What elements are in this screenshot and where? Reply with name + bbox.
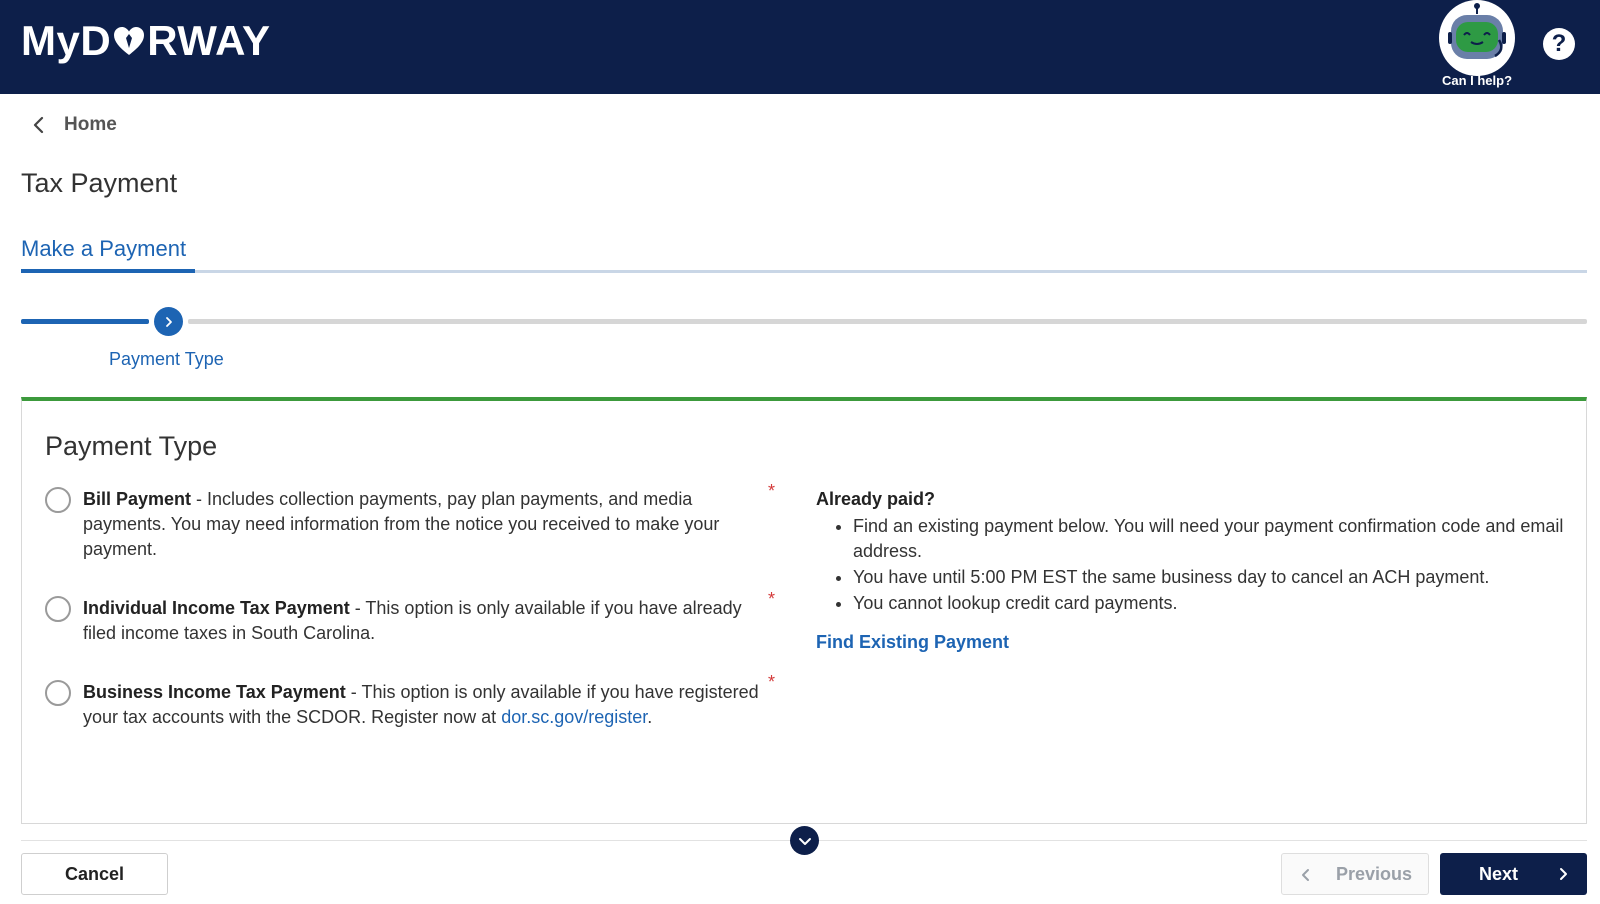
page-title: Tax Payment	[21, 168, 178, 198]
next-label: Next	[1478, 863, 1518, 884]
palmetto-heart-icon	[112, 24, 146, 58]
already-paid-section	[816, 487, 1576, 653]
option-description: - Includes collection payments, pay plan payments, and media payments. You may need information from the notice you received to make your payment.	[83, 489, 720, 559]
find-existing-payment-link[interactable]: Find Existing Payment	[816, 632, 1010, 652]
scroll-down-button[interactable]	[790, 826, 819, 855]
previous-label: Previous	[1335, 863, 1413, 884]
progress-completed	[21, 319, 149, 324]
previous-button[interactable]	[1281, 853, 1429, 895]
step-indicator	[154, 307, 183, 336]
app-header	[0, 0, 1600, 94]
progress-remaining	[188, 319, 1587, 324]
required-asterisk: *	[768, 481, 776, 501]
question-icon: ?	[1551, 30, 1567, 57]
option-individual-income-tax[interactable]	[45, 596, 765, 646]
breadcrumb-label: Home	[64, 114, 117, 135]
option-description: - This option is only available if you have already filed income taxes in South Carolina.	[83, 598, 742, 643]
next-button[interactable]	[1440, 853, 1587, 895]
radio-individual-income-tax[interactable]	[45, 596, 71, 622]
option-description: - This option is only available if you have registered your tax accounts with the SCDOR. Register now at	[83, 682, 759, 727]
radio-business-income-tax[interactable]	[45, 680, 71, 706]
option-text	[83, 680, 765, 730]
option-business-income-tax[interactable]	[45, 680, 765, 730]
chevron-left-icon	[26, 112, 52, 138]
cancel-button[interactable]	[21, 853, 168, 895]
option-title: Individual Income Tax Payment	[83, 598, 350, 618]
card-title: Payment Type	[45, 431, 218, 461]
already-paid-list	[853, 514, 1576, 616]
list-item: • You have until 5:00 PM EST the same business day to cancel an ACH payment.	[853, 565, 1576, 590]
register-link[interactable]: dor.sc.gov/register	[501, 707, 648, 727]
chevron-left-icon	[1298, 866, 1314, 884]
option-text	[83, 596, 765, 646]
mydorway-logo[interactable]	[21, 16, 271, 66]
option-title: Business Income Tax Payment	[83, 682, 346, 702]
step-label: Payment Type	[109, 349, 224, 369]
tab-make-a-payment[interactable]: Make a Payment	[21, 236, 187, 261]
breadcrumb-home[interactable]	[26, 112, 117, 138]
option-suffix: .	[647, 707, 653, 727]
assistant-caption: Can I help?	[1441, 73, 1513, 88]
required-asterisk: *	[768, 589, 776, 609]
already-paid-title: Already paid?	[816, 489, 936, 509]
option-bill-payment[interactable]	[45, 487, 765, 562]
chevron-right-icon	[162, 315, 176, 329]
logo-text-left: MyD	[21, 17, 112, 64]
payment-type-card	[21, 397, 1587, 824]
required-asterisk: *	[768, 672, 776, 692]
robot-icon	[1439, 0, 1515, 76]
active-tab-indicator	[21, 269, 195, 273]
list-item: • Find an existing payment below. You will need your payment confirmation code and email address.	[853, 514, 1576, 564]
radio-bill-payment[interactable]	[45, 487, 71, 513]
chevron-right-icon	[1555, 865, 1571, 883]
cancel-label: Cancel	[64, 863, 125, 884]
option-text	[83, 487, 765, 562]
help-button[interactable]	[1543, 28, 1575, 60]
tab-divider	[195, 270, 1587, 273]
virtual-assistant-button[interactable]	[1437, 0, 1517, 94]
logo-text-right: RWAY	[147, 17, 271, 64]
chevron-down-icon	[797, 833, 813, 849]
option-title: Bill Payment	[83, 489, 192, 509]
list-item: • You cannot lookup credit card payments.	[853, 591, 1576, 616]
